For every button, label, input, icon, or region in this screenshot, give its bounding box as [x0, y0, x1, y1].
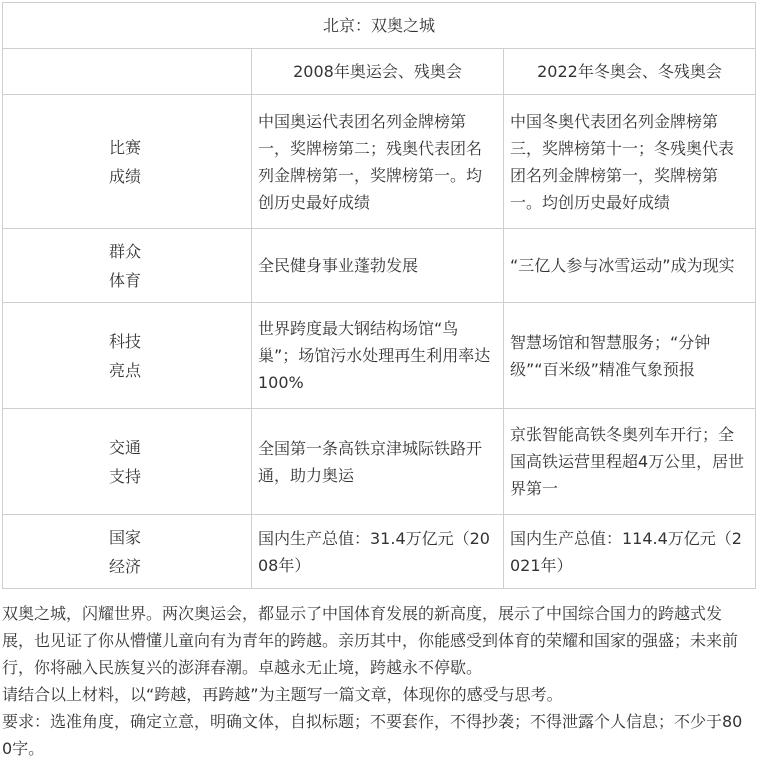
header-2022: 2022年冬奥会、冬残奥会: [504, 49, 756, 95]
cell-2022: 中国冬奥代表团名列金牌榜第三，奖牌榜第十一；冬残奥代表团名列金牌榜第一，奖牌榜第一。均创历史最好成绩: [504, 95, 756, 229]
table-row: [3, 229, 756, 303]
requirements-paragraph: 要求：选准角度，确定立意，明确文体，自拟标题；不要套作，不得抄袭；不得泄露个人信息；不少于800字。: [2, 712, 743, 758]
cell-2008: 世界跨度最大钢结构场馆“鸟巢”；场馆污水处理再生利用率达100%: [252, 303, 504, 409]
row-label-cell: [3, 409, 252, 515]
material-paragraph: 双奥之城，闪耀世界。两次奥运会，都显示了中国体育发展的新高度，展示了中国综合国力的跨越式发展，也见证了你从懵懂儿童向有为青年的跨越。亲历其中，你能感受到体育的荣耀和国家的强盛；未来前行，你将融入民族复兴的澎湃春潮。卓越永无止境，跨越永不停歇。: [2, 604, 739, 677]
row-label-cell: [3, 95, 252, 229]
cell-2022: 国内生产总值：114.4万亿元（2021年）: [504, 515, 756, 589]
table-row: [3, 409, 756, 515]
cell-2008: 全国第一条高铁京津城际铁路开通，助力奥运: [252, 409, 504, 515]
row-label-cell: [3, 229, 252, 303]
row-label: 比赛成绩: [109, 137, 142, 186]
olympics-comparison-table: [2, 2, 756, 589]
cell-2008: 国内生产总值：31.4万亿元（2008年）: [252, 515, 504, 589]
cell-2022: 智慧场馆和智慧服务；“分钟级”“百米级”精准气象预报: [504, 303, 756, 409]
table-row: [3, 95, 756, 229]
task-paragraph: 请结合以上材料，以“跨越，再跨越”为主题写一篇文章，体现你的感受与思考。: [2, 685, 563, 704]
header-empty-cell: [3, 49, 252, 95]
row-label: 国家经济: [109, 527, 142, 576]
cell-2022: 京张智能高铁冬奥列车开行；全国高铁运营里程超4万公里，居世界第一: [504, 409, 756, 515]
cell-2008: 中国奥运代表团名列金牌榜第一，奖牌榜第二；残奥代表团名列金牌榜第一，奖牌榜第一。均创历史最好成绩: [252, 95, 504, 229]
cell-2008: 全民健身事业蓬勃发展: [252, 229, 504, 303]
row-label-cell: [3, 303, 252, 409]
prompt-passage: [2, 600, 752, 762]
header-2008: 2008年奥运会、残奥会: [252, 49, 504, 95]
cell-2022: “三亿人参与冰雪运动”成为现实: [504, 229, 756, 303]
table-title: 北京：双奥之城: [3, 3, 756, 49]
table-title-row: [3, 3, 756, 49]
row-label: 群众体育: [109, 241, 142, 290]
table-row: [3, 515, 756, 589]
row-label: 科技亮点: [109, 331, 142, 380]
row-label: 交通支持: [109, 437, 142, 486]
row-label-cell: [3, 515, 252, 589]
table-header-row: [3, 49, 756, 95]
table-row: [3, 303, 756, 409]
